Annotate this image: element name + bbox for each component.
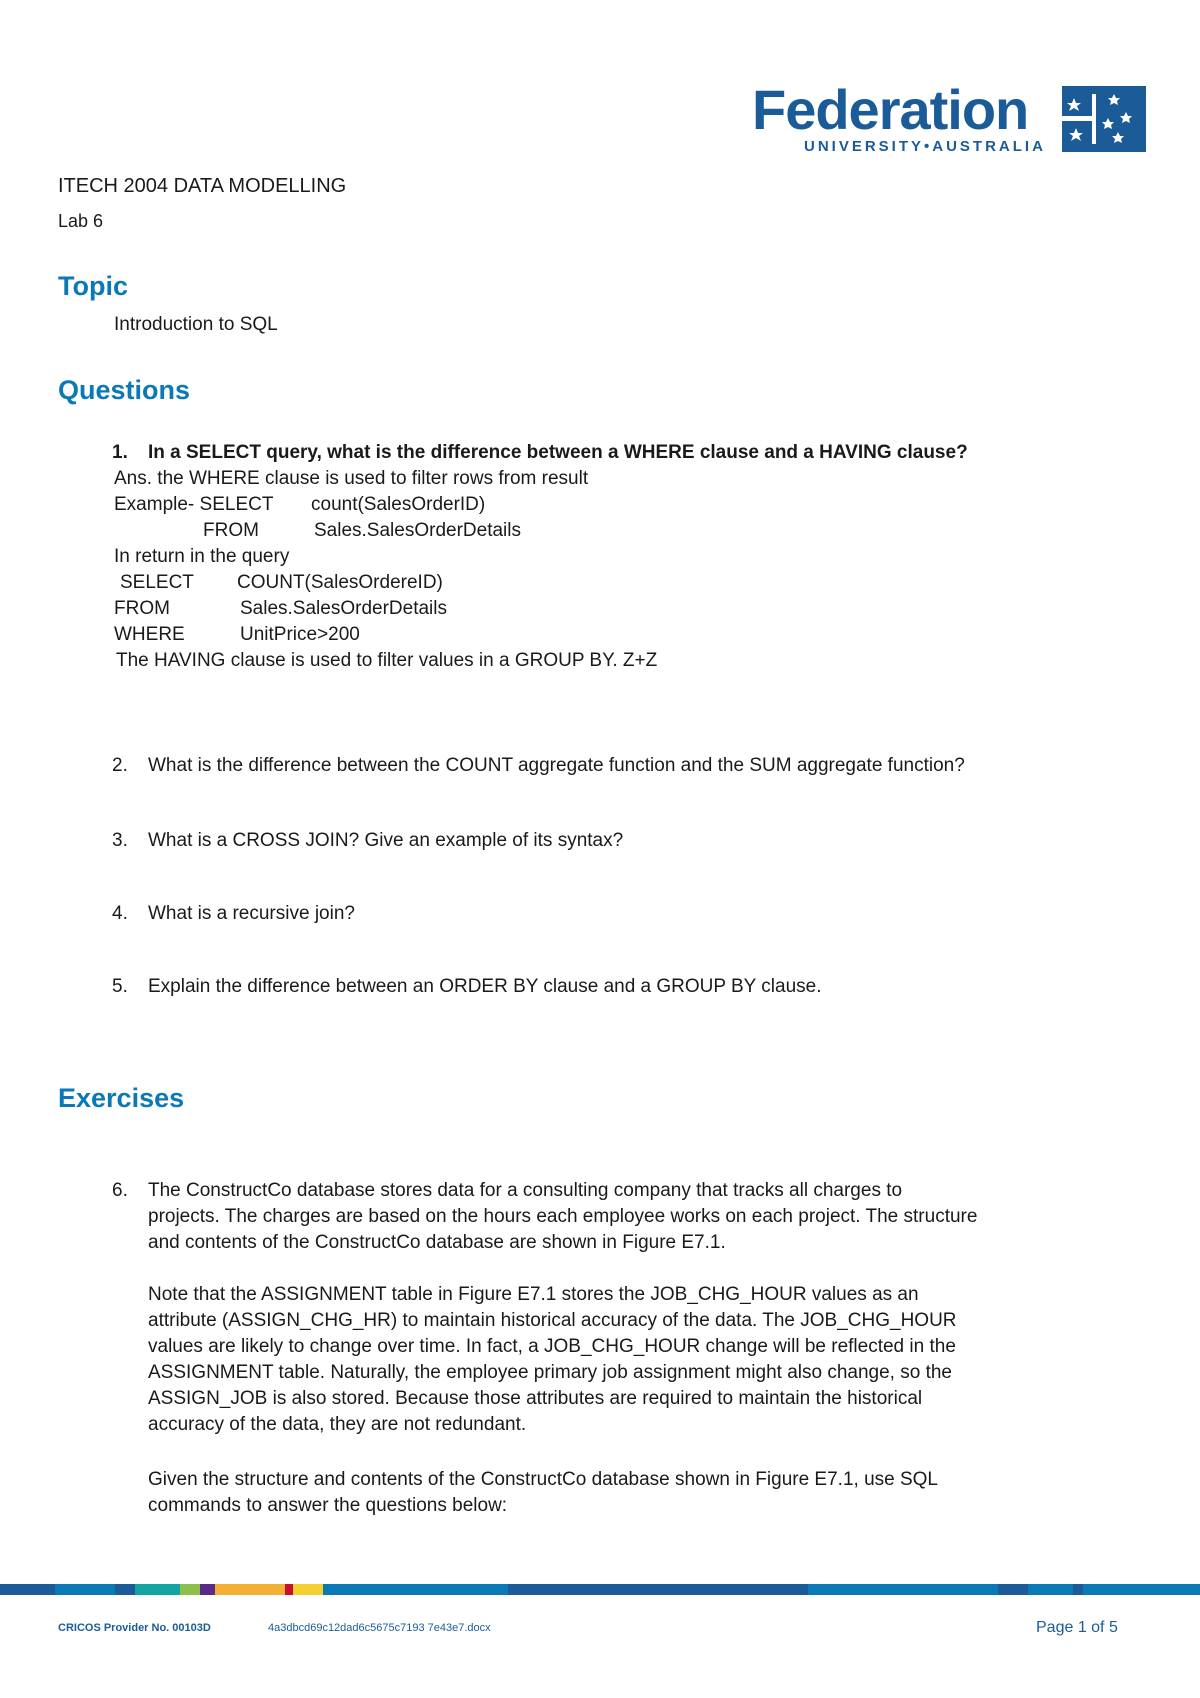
answer-line-11: WHERE	[114, 624, 185, 645]
question-6-para1-line1: The ConstructCo database stores data for a consulting company that tracks all charges to	[148, 1180, 903, 1201]
document-filename: 4a3dbcd69c12dad6c5675c7193 7e43e7.docx	[268, 1622, 491, 1634]
answer-line-5: Sales.SalesOrderDetails	[314, 520, 521, 541]
question-2-text: What is the difference between the COUNT aggregate function and the SUM aggregate function?	[148, 755, 965, 776]
question-1-text: In a SELECT query, what is the difference between a WHERE clause and a HAVING clause?	[148, 442, 968, 463]
question-5-text: Explain the difference between an ORDER BY clause and a GROUP BY clause.	[148, 976, 822, 997]
logo-subtitle: UNIVERSITY•AUSTRALIA	[804, 138, 1046, 155]
course-title: ITECH 2004 DATA MODELLING	[58, 175, 347, 197]
question-3-number: 3.	[112, 830, 128, 851]
question-1-number: 1.	[112, 442, 128, 463]
page-number: Page 1 of 5	[1036, 1619, 1118, 1636]
answer-line-7: SELECT	[120, 572, 194, 593]
answer-line-1: Ans. the WHERE clause is used to filter rows from result	[114, 468, 589, 489]
answer-line-9: FROM	[114, 598, 170, 619]
question-4-number: 4.	[112, 903, 128, 924]
cricos-provider: CRICOS Provider No. 00103D	[58, 1622, 211, 1634]
footer-stripe	[0, 1584, 1200, 1595]
questions-heading: Questions	[58, 375, 191, 405]
question-6-para2-line2: attribute (ASSIGN_CHG_HR) to maintain historical accuracy of the data. The JOB_CHG_HOUR	[148, 1310, 957, 1331]
question-6-para2-line4: ASSIGNMENT table. Naturally, the employee primary job assignment might also change, so the	[148, 1362, 953, 1383]
question-6-para2-line6: accuracy of the data, they are not redundant.	[148, 1414, 527, 1435]
logo-wordmark: Federation	[752, 78, 1029, 141]
answer-line-8: COUNT(SalesOrdereID)	[237, 572, 443, 593]
lab-number: Lab 6	[58, 211, 104, 231]
topic-text: Introduction to SQL	[114, 314, 278, 335]
answer-line-4: FROM	[203, 520, 259, 541]
question-6-para1-line3: and contents of the ConstructCo database are shown in Figure E7.1.	[148, 1232, 726, 1253]
question-6-para2-line5: ASSIGN_JOB is also stored. Because those attributes are required to maintain the historical	[148, 1388, 923, 1409]
flag-icon	[1062, 86, 1146, 152]
answer-line-2: Example- SELECT	[114, 494, 274, 515]
answer-line-12: UnitPrice>200	[240, 624, 360, 645]
question-4-text: What is a recursive join?	[148, 903, 355, 924]
answer-line-10: Sales.SalesOrderDetails	[240, 598, 447, 619]
answer-line-13: The HAVING clause is used to filter values in a GROUP BY. Z+Z	[116, 650, 658, 671]
question-5-number: 5.	[112, 976, 128, 997]
question-6-para1-line2: projects. The charges are based on the hours each employee works on each project. The structure	[148, 1206, 978, 1227]
question-2-number: 2.	[112, 755, 128, 776]
answer-line-3: count(SalesOrderID)	[311, 494, 486, 515]
exercises-heading: Exercises	[58, 1083, 185, 1113]
question-6-para2-line1: Note that the ASSIGNMENT table in Figure E7.1 stores the JOB_CHG_HOUR values as an	[148, 1284, 919, 1305]
federation-logo	[752, 78, 1147, 160]
question-6-para3-line2: commands to answer the questions below:	[148, 1495, 508, 1516]
question-6-para2-line3: values are likely to change over time. In fact, a JOB_CHG_HOUR change will be reflected in the	[148, 1336, 956, 1357]
question-6-para3-line1: Given the structure and contents of the ConstructCo database shown in Figure E7.1, use SQL	[148, 1469, 939, 1490]
question-3-text: What is a CROSS JOIN? Give an example of its syntax?	[148, 830, 624, 851]
topic-heading: Topic	[58, 271, 128, 301]
answer-line-6: In return in the query	[114, 546, 290, 567]
question-6-number: 6.	[112, 1180, 128, 1201]
